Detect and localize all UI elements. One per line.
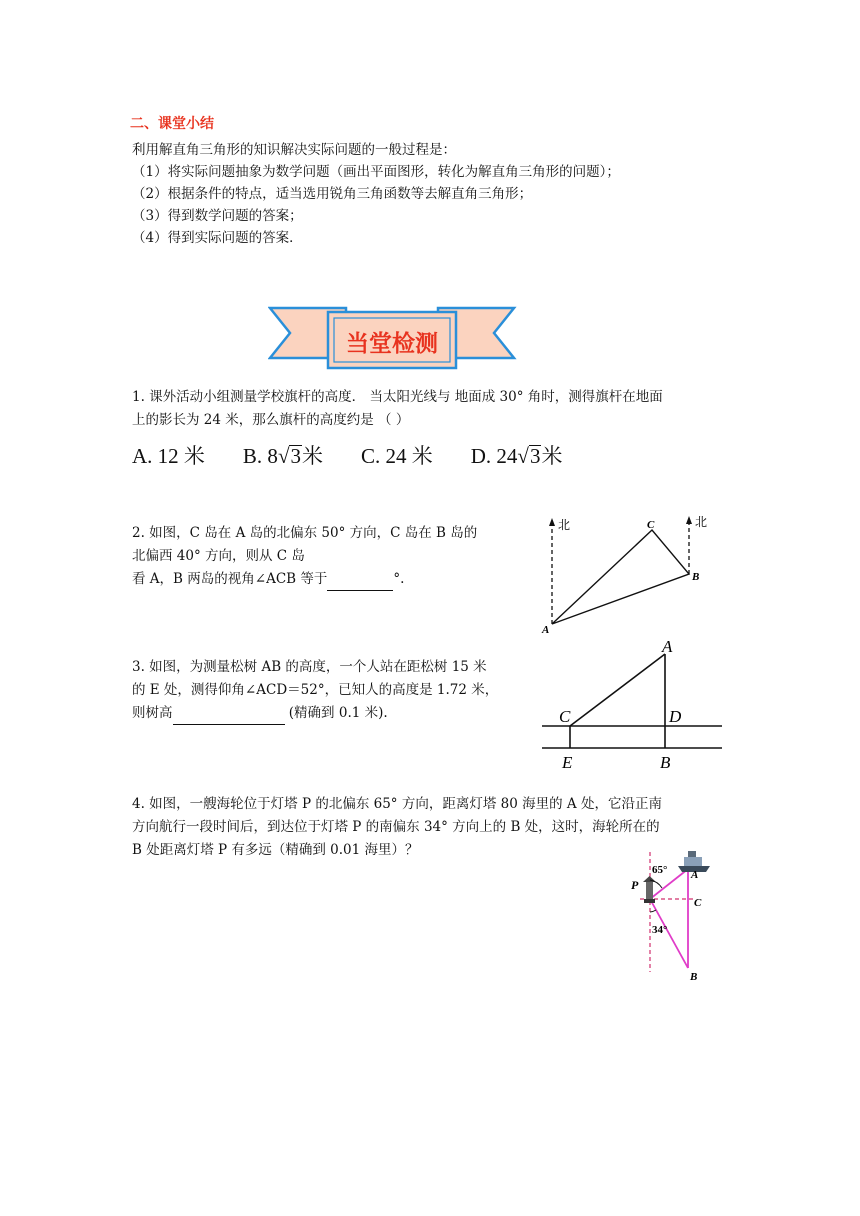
point-e-label: E	[562, 753, 573, 772]
option-c: C. 24 米	[360, 444, 433, 468]
point-a-label: A	[691, 869, 699, 881]
point-a-label: A	[662, 637, 673, 656]
q3-text-line3: 则树高 (精确到 0.1 米).	[132, 702, 388, 725]
option-d: D. 24√3米	[470, 444, 563, 468]
summary-step: （1）将实际问题抽象为数学问题（画出平面图形，转化为解直角三角形的问题）；	[132, 164, 620, 180]
point-c-label: C	[559, 707, 571, 726]
north-label: 北	[558, 518, 571, 532]
point-c-label: C	[647, 519, 655, 531]
point-a-label: A	[542, 624, 550, 636]
point-b-label: B	[692, 571, 700, 583]
option-a: A. 12 米	[132, 444, 205, 468]
q4-figure	[622, 842, 722, 986]
answer-blank	[327, 574, 393, 591]
q2-text-line2: 北偏西 40° 方向，则从 C 岛	[132, 548, 305, 564]
option-b: B. 8√3米	[242, 444, 323, 468]
q4-text-line3: B 处距离灯塔 P 有多远（精确到 0.01 海里）？	[132, 842, 419, 858]
q2-figure	[538, 512, 718, 636]
angle-label: 34°	[652, 924, 668, 936]
q3-text-line1: 3. 如图，为测量松树 AB 的高度，一个人站在距松树 15 米	[132, 659, 487, 675]
banner-ribbon	[268, 300, 518, 376]
summary-step: （4）得到实际问题的答案．	[132, 230, 303, 246]
point-d-label: D	[669, 707, 682, 726]
q2-text-line3: 看 A，B 两岛的视角∠ACB 等于 °.	[132, 568, 404, 591]
point-b-label: B	[690, 971, 698, 983]
q1-text-line1: 1. 课外活动小组测量学校旗杆的高度． 当太阳光线与 地面成 30° 角时，测得旗杆在地面	[132, 389, 663, 405]
summary-intro: 利用解直角三角形的知识解决实际问题的一般过程是：	[132, 142, 456, 158]
angle-label: 65°	[652, 864, 668, 876]
summary-step: （2）根据条件的特点，适当选用锐角三角函数等去解直角三角形；	[132, 186, 533, 202]
q3-figure	[536, 636, 728, 772]
point-p-label: P	[631, 878, 639, 892]
answer-blank	[173, 708, 285, 725]
q1-options	[132, 440, 600, 470]
q4-text-line2: 方向航行一段时间后，到达位于灯塔 P 的南偏东 34° 方向上的 B 处，这时，海轮所在的	[132, 819, 660, 835]
summary-step: （3）得到数学问题的答案；	[132, 208, 303, 224]
q4-text-line1: 4. 如图，一艘海轮位于灯塔 P 的北偏东 65° 方向，距离灯塔 80 海里的 A 处，它沿正南	[132, 796, 662, 812]
north-label: 北	[695, 515, 708, 529]
q1-text-line2: 上的影长为 24 米，那么旗杆的高度约是 （ ）	[132, 412, 410, 428]
point-c-label: C	[694, 897, 702, 909]
q3-text-line2: 的 E 处，测得仰角∠ACD＝52°，已知人的高度是 1.72 米，	[132, 682, 499, 698]
banner-label: 当堂检测	[346, 331, 438, 357]
section-title: 二、课堂小结	[130, 116, 214, 132]
q2-text-line1: 2. 如图，C 岛在 A 岛的北偏东 50° 方向，C 岛在 B 岛的	[132, 525, 478, 541]
point-b-label: B	[660, 753, 671, 772]
lighthouse-icon	[646, 882, 653, 899]
